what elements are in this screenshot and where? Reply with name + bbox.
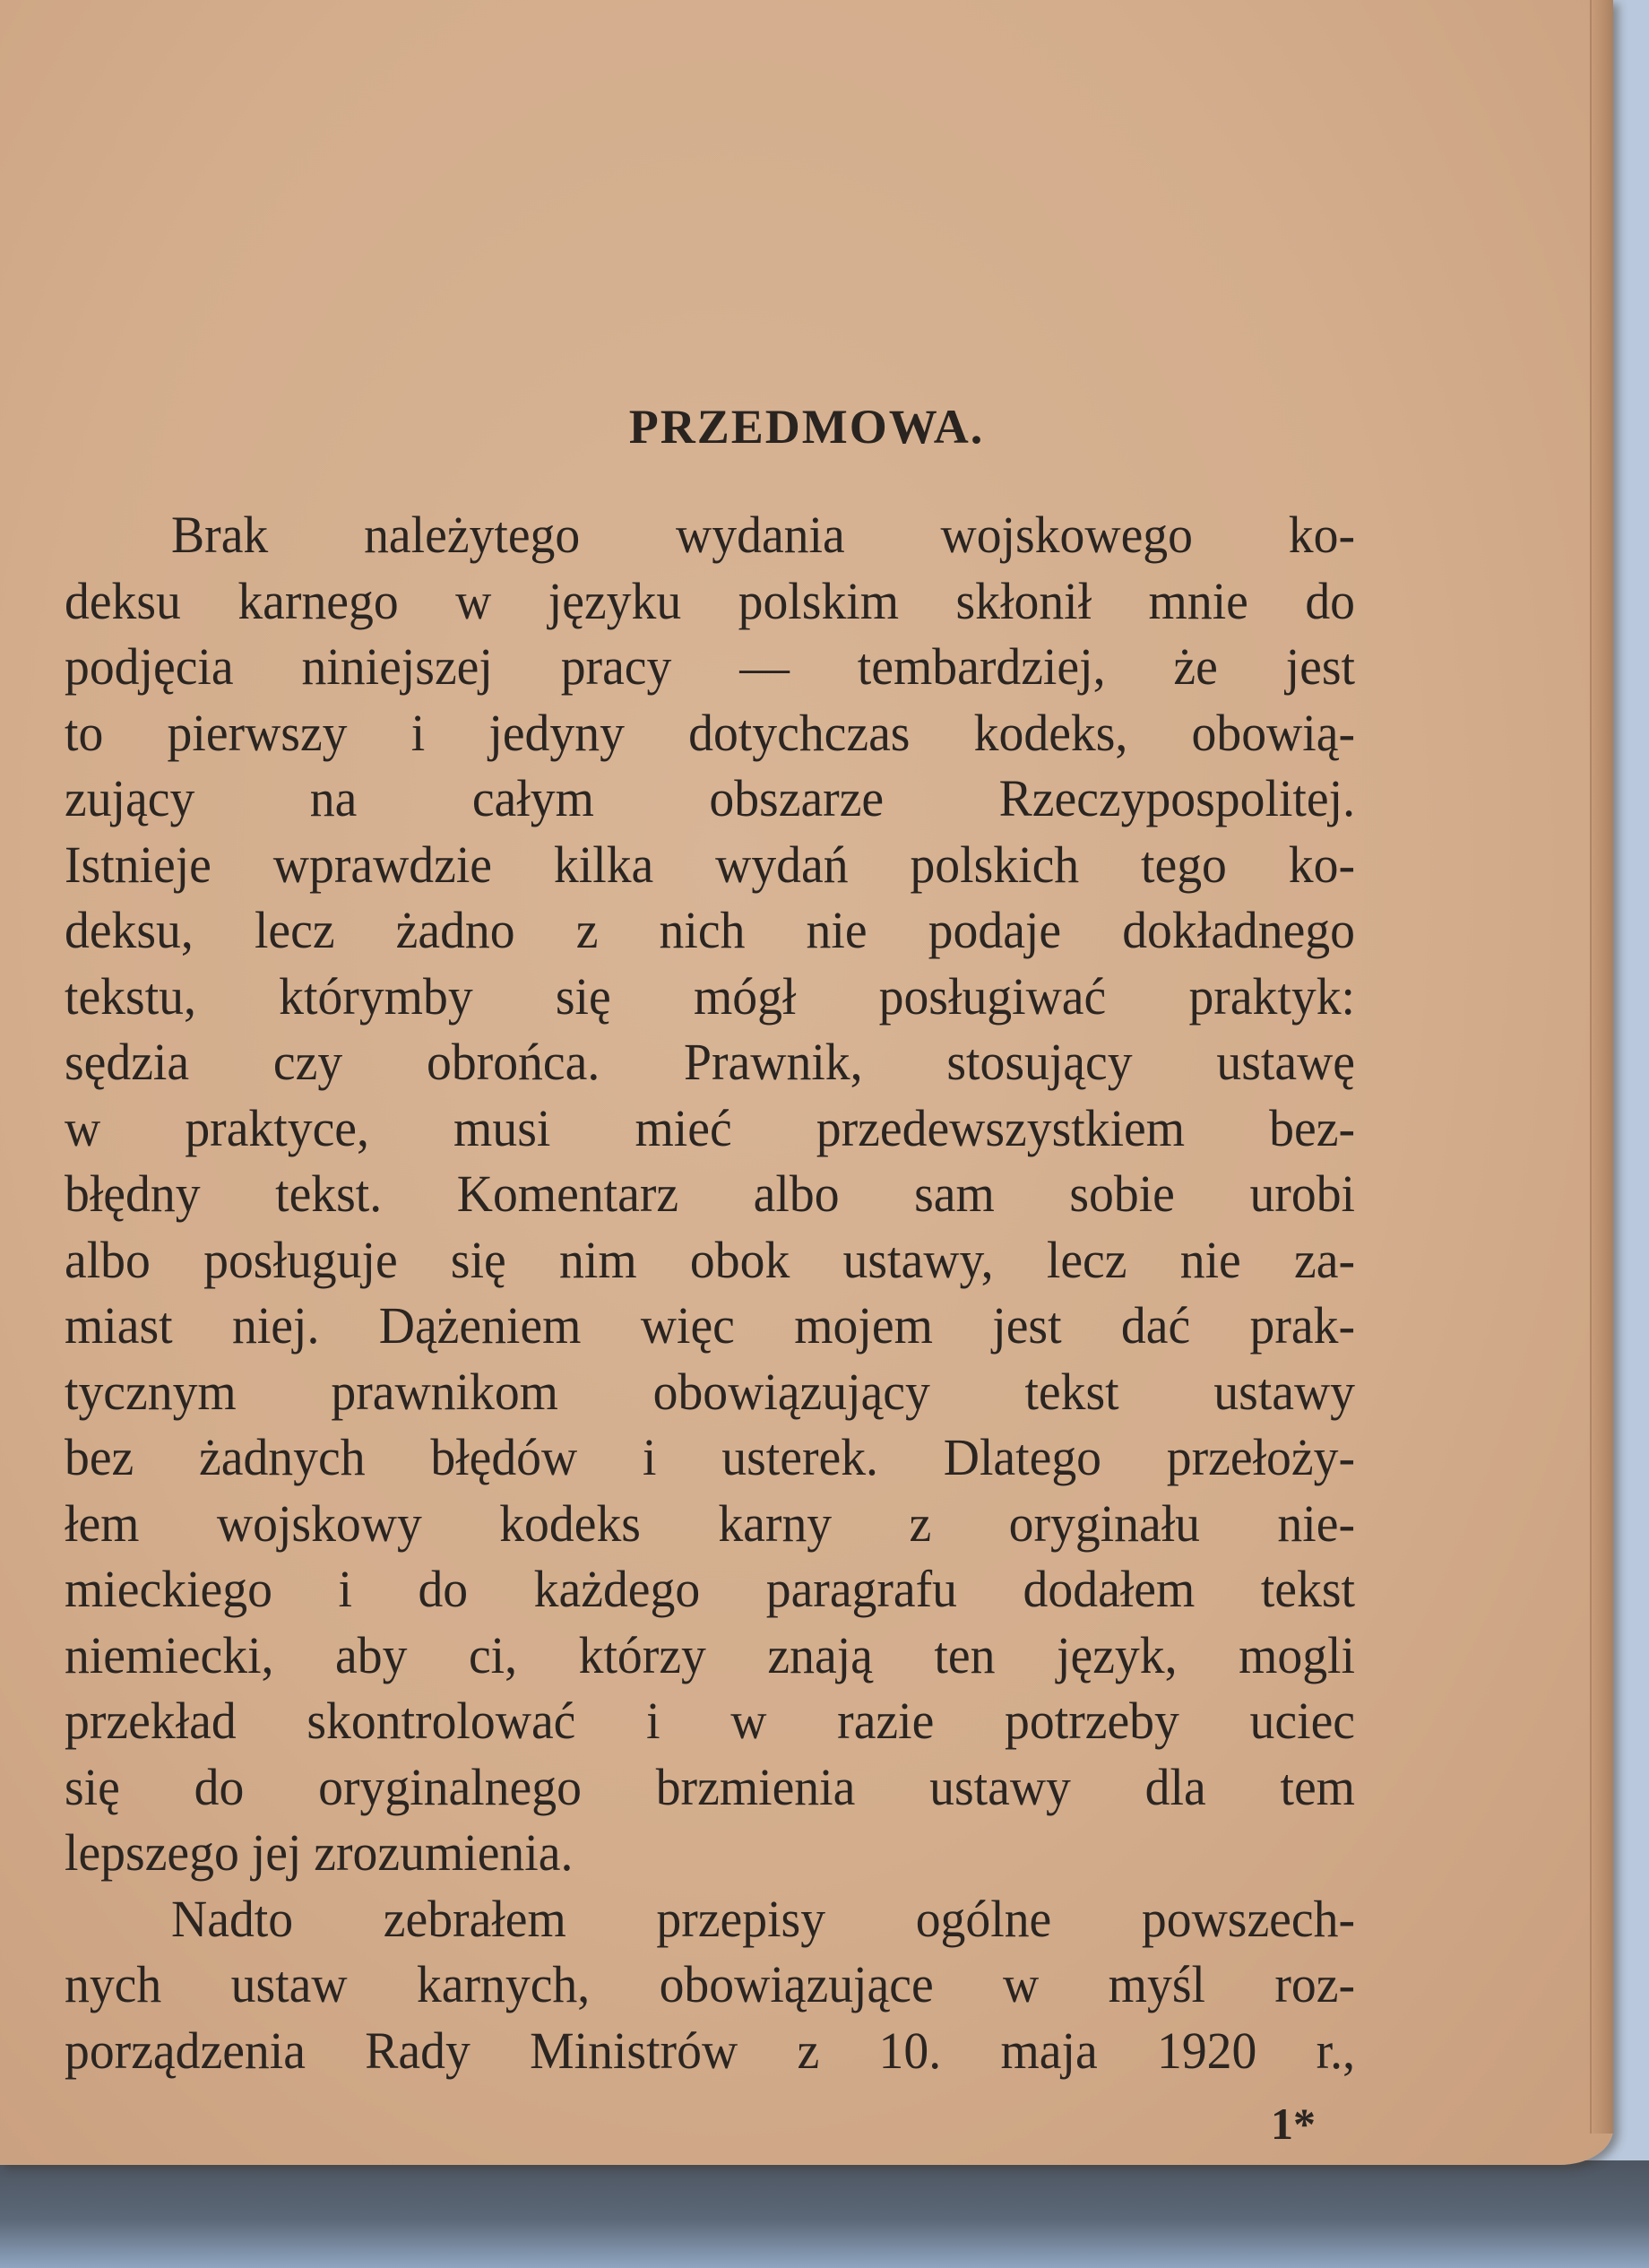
text-line: przekład skontrolować i w razie potrzeby uciec xyxy=(65,1692,1355,1750)
text-line: w praktyce, musi mieć przedewszystkiem bez- xyxy=(65,1098,1355,1157)
text-line: się do oryginalnego brzmienia ustawy dla tem xyxy=(65,1757,1355,1816)
text-line: porządzenia Rady Ministrów z 10. maja 1920 r., xyxy=(65,2021,1355,2080)
page-title: PRZEDMOWA. xyxy=(628,400,985,454)
text-line: niemiecki, aby ci, którzy znają ten język, mogli xyxy=(65,1625,1355,1684)
background-surface xyxy=(0,2160,1649,2268)
text-line: podjęcia niniejszej pracy — tembardziej, że jest xyxy=(65,637,1355,696)
text-line: miast niej. Dążeniem więc mojem jest dać prak- xyxy=(65,1296,1355,1355)
text-line: zujący na całym obszarze Rzeczypospolitej. xyxy=(65,769,1355,827)
text-line: Brak należytego wydania wojskowego ko- xyxy=(171,506,1355,564)
text-line: sędzia czy obrońca. Prawnik, stosujący ustawę xyxy=(65,1033,1355,1091)
text-line: Nadto zebrałem przepisy ogólne powszech- xyxy=(171,1889,1355,1948)
text-line: tekstu, którymby się mógł posługiwać praktyk: xyxy=(65,966,1355,1026)
page-edge xyxy=(1590,0,1613,2134)
text-line: to pierwszy i jedyny dotychczas kodeks, obowią- xyxy=(65,703,1355,762)
text-line: nych ustaw karnych, obowiązujące w myśl roz- xyxy=(65,1955,1355,2013)
text-line: lepszego jej zrozumienia. xyxy=(65,1823,574,1882)
text-line: błędny tekst. Komentarz albo sam sobie urobi xyxy=(65,1164,1355,1223)
text-line: Istnieje wprawdzie kilka wydań polskich tego ko- xyxy=(65,835,1355,894)
text-line: tycznym prawnikom obowiązujący tekst ustawy xyxy=(65,1362,1355,1421)
body-text xyxy=(65,502,1355,2083)
text-line: mieckiego i do każdego paragrafu dodałem tekst xyxy=(65,1560,1355,1618)
text-line: deksu, lecz żadno z nich nie podaje dokładnego xyxy=(65,901,1355,959)
text-line: bez żadnych błędów i usterek. Dlatego przełoży- xyxy=(65,1428,1355,1486)
text-line: deksu karnego w języku polskim skłonił mnie do xyxy=(65,571,1355,630)
page-number: 1* xyxy=(1271,2099,1316,2149)
text-line: albo posługuje się nim obok ustawy, lecz nie za- xyxy=(65,1230,1355,1289)
text-line: łem wojskowy kodeks karny z oryginału nie- xyxy=(65,1493,1355,1553)
